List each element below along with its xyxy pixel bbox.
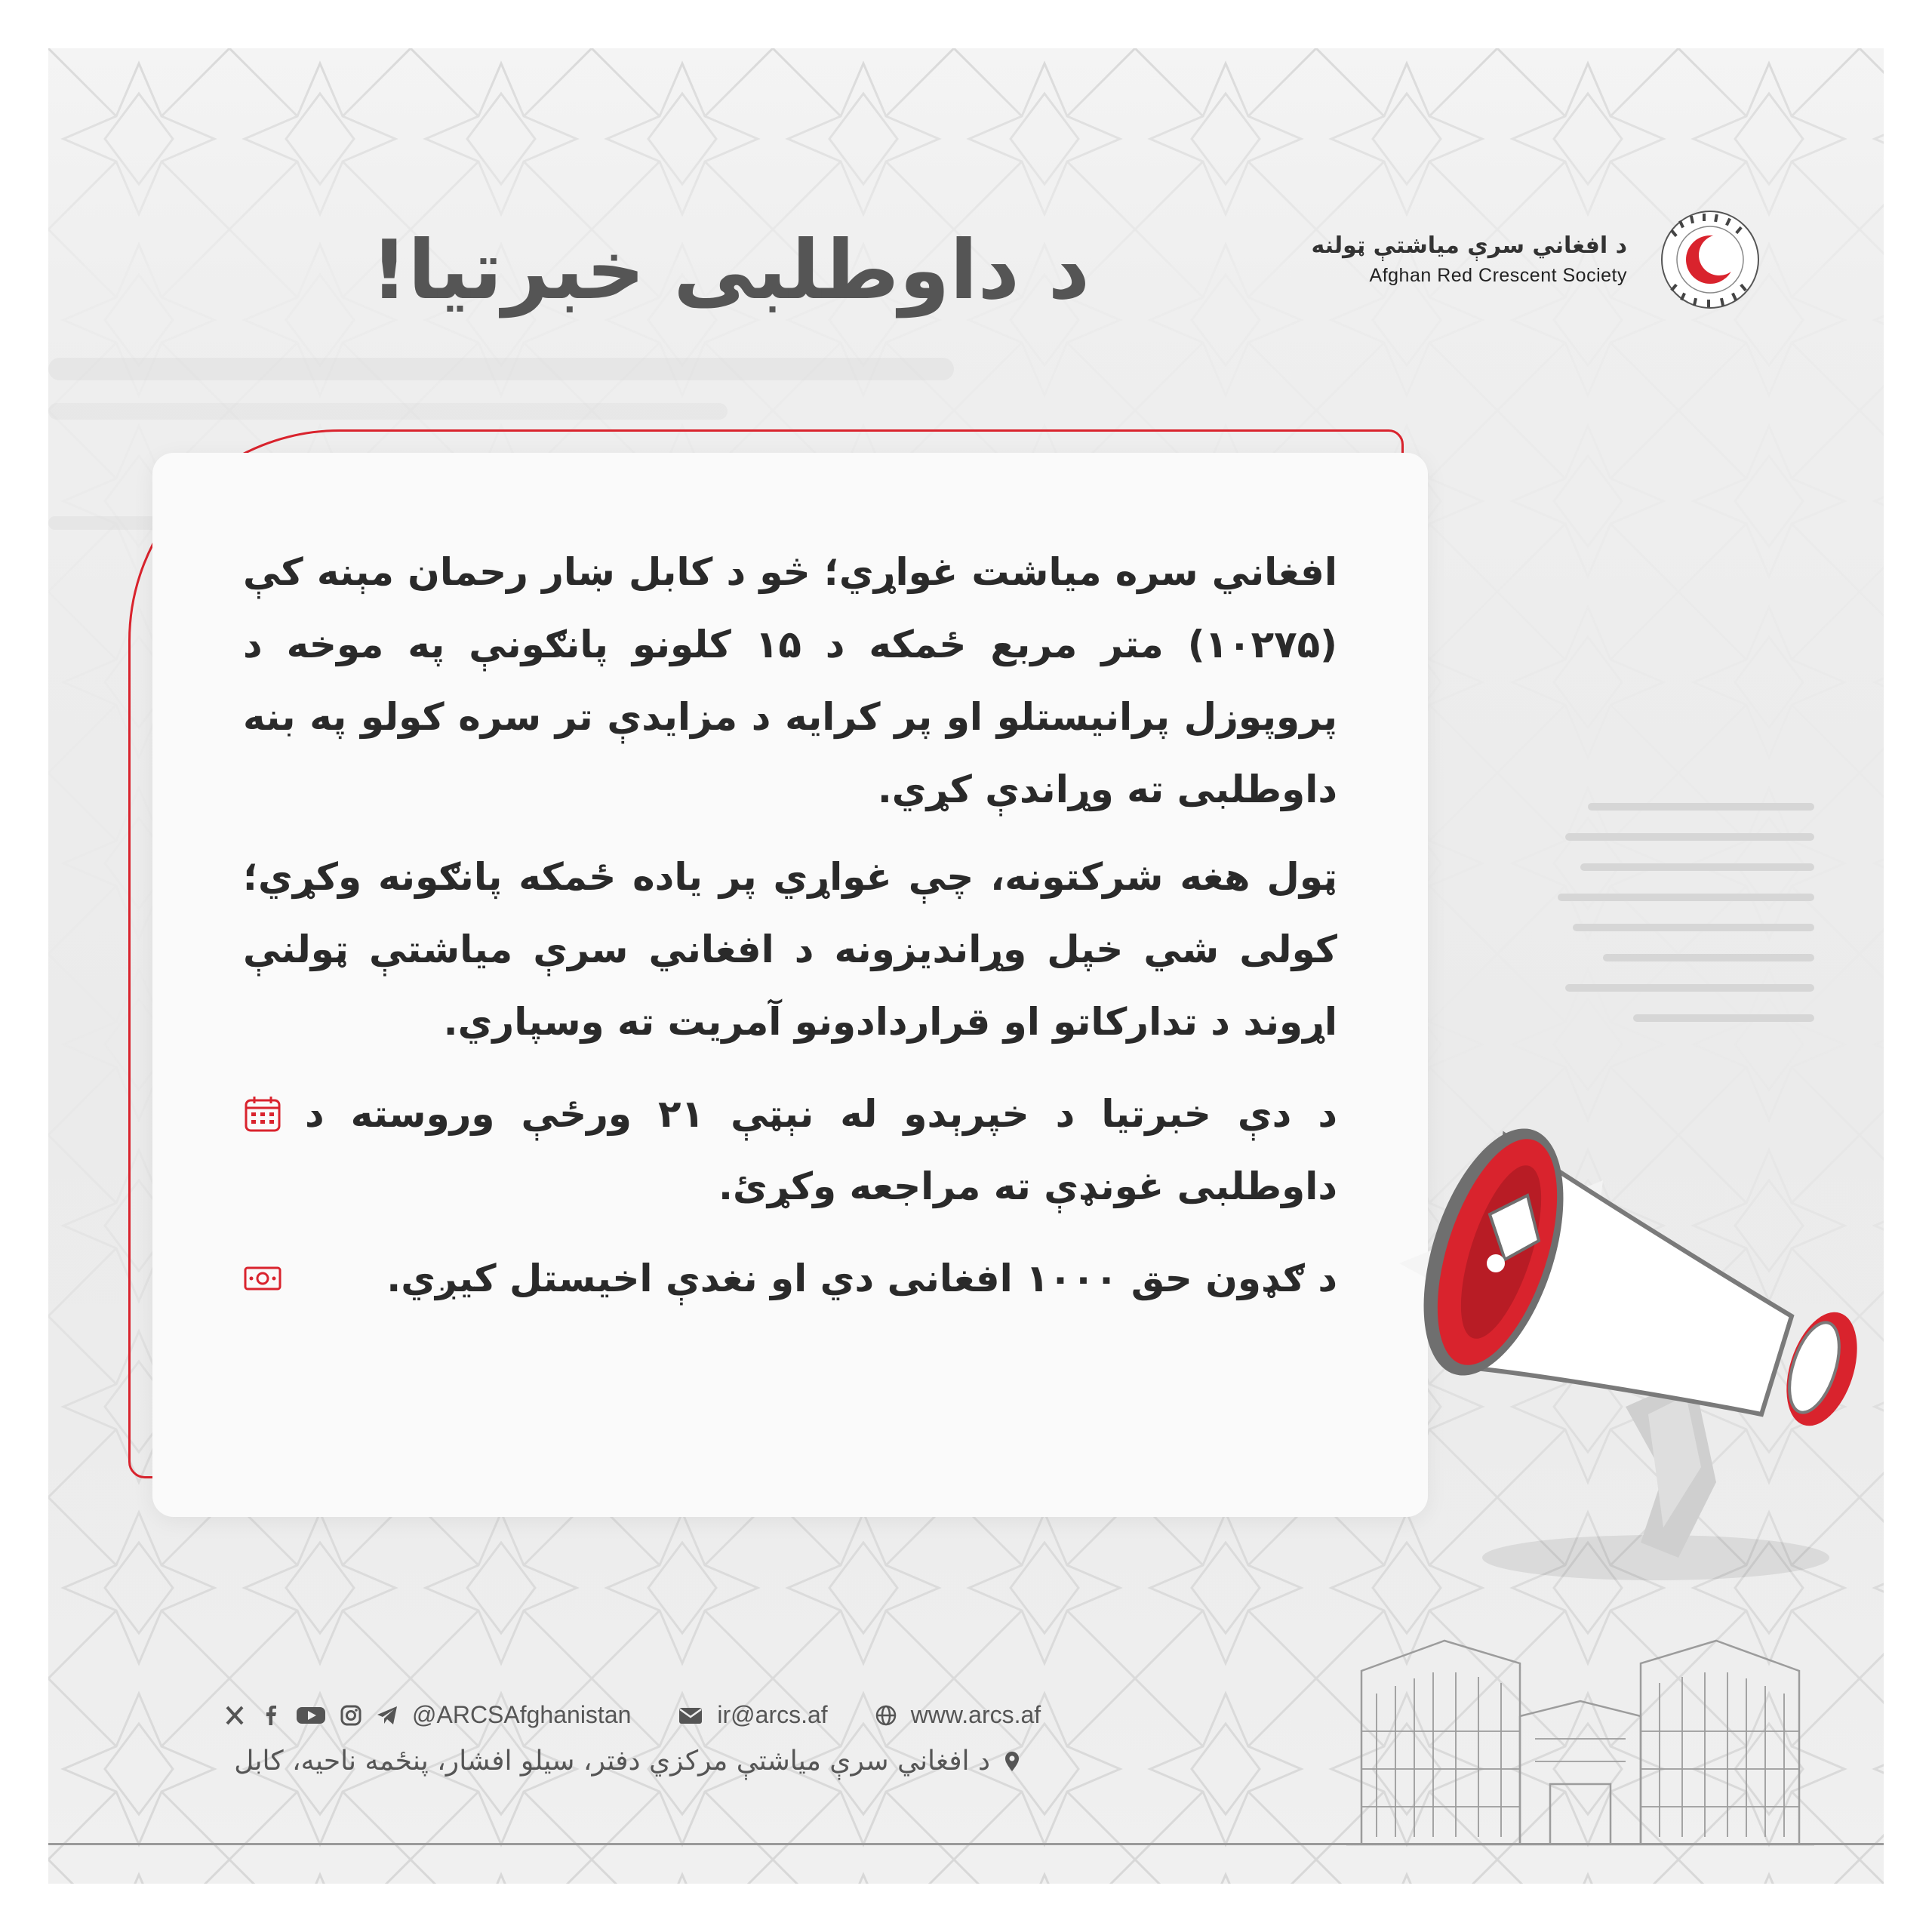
address-text: د افغاني سرې میاشتې مرکزي دفتر، سیلو افشار، پنځمه ناحیه، کابل	[234, 1746, 990, 1777]
paragraph-2: ټول هغه شرکتونه، چې غواړي پر یاده ځمکه پانګونه وکړي؛ کولی شي خپل وړاندیزونه د افغاني سرې میاشتې ټولنې اړوند د تدارکاتو او قراردادونو آمریت ته وسپاري.	[243, 855, 1337, 1044]
bottom-divider	[48, 1843, 1884, 1845]
logo-text	[1311, 232, 1627, 287]
email-icon	[678, 1704, 703, 1727]
facebook-icon[interactable]	[260, 1704, 282, 1727]
footer-address-row	[223, 1746, 1023, 1777]
youtube-icon[interactable]	[296, 1704, 326, 1727]
calendar-icon	[243, 1094, 282, 1134]
instagram-icon[interactable]	[340, 1704, 362, 1727]
money-icon	[243, 1259, 282, 1298]
bullet-item-fee	[243, 1242, 1337, 1315]
social-handle[interactable]: @ARCSAfghanistan	[412, 1701, 632, 1728]
announcement-body	[243, 536, 1337, 1315]
logo-name-english: Afghan Red Crescent Society	[1369, 265, 1627, 286]
x-icon[interactable]	[223, 1704, 246, 1727]
email-link[interactable]: ir@arcs.af	[717, 1701, 828, 1728]
megaphone-illustration	[1399, 1090, 1882, 1618]
page-title: د داوطلبی خبرتیا!	[371, 223, 1090, 318]
logo-name-pashto: د افغاني سرې میاشتې ټولنه	[1311, 232, 1627, 259]
poster	[48, 48, 1884, 1884]
telegram-icon[interactable]	[376, 1704, 398, 1727]
globe-icon	[875, 1704, 897, 1727]
location-pin-icon	[1001, 1750, 1023, 1773]
footer-contacts	[223, 1701, 1069, 1729]
bullet-text-fee: د ګډون حق ۱۰۰۰ افغانی دي او نغدې اخیستل کیږي.	[386, 1257, 1337, 1300]
bullet-item-date	[243, 1078, 1337, 1223]
paragraph-1: افغاني سره میاشت غواړي؛ څو د کابل ښار رحمان مېنه کې (۱۰۲۷۵) متر مربع ځمکه د ۱۵ کلونو پانګونې په موخه د پروپوزل پرانیستلو او پر کرایه د مزایدې تر سره کولو په بنه داوطلبی ته وړاندې کړي.	[243, 550, 1337, 811]
footer	[223, 1701, 1069, 1777]
website-link[interactable]: www.arcs.af	[910, 1701, 1041, 1728]
organization-logo	[1311, 207, 1763, 312]
announcement-card	[152, 453, 1428, 1517]
headquarters-building-drawing	[1331, 1611, 1829, 1860]
bullet-text-date: د دې خبرتیا د خپرېدو له نېټې ۲۱ ورځې وروسته د داوطلبی غونډې ته مراجعه وکړئ.	[305, 1092, 1337, 1208]
red-crescent-icon	[1657, 207, 1763, 312]
